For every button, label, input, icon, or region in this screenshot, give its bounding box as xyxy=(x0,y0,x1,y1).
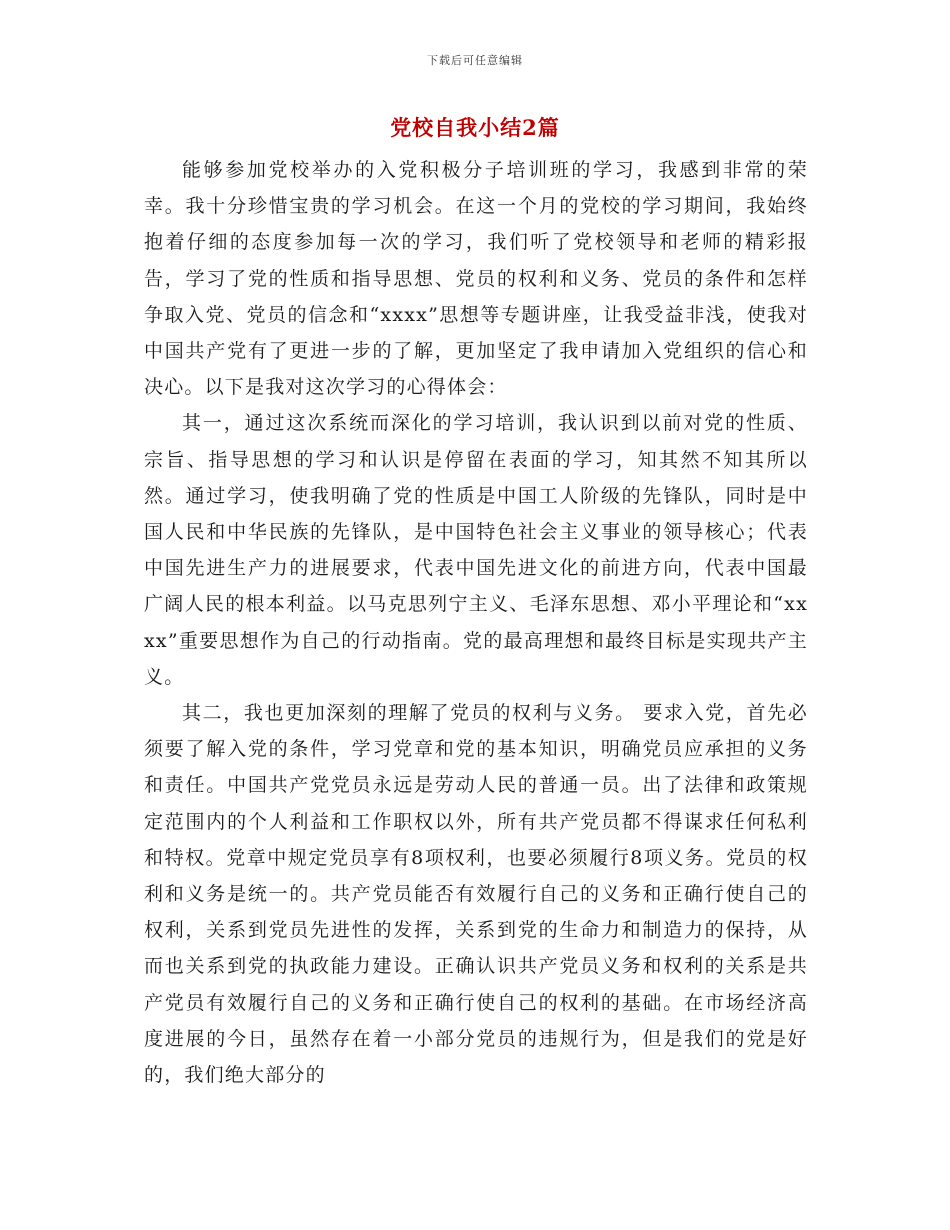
document-body xyxy=(144,152,808,1093)
paragraph-intro: 能够参加党校举办的入党积极分子培训班的学习，我感到非常的荣幸。我十分珍惜宝贵的学习机会。在这一个月的党校的学习期间，我始终抱着仔细的态度参加每一次的学习，我们听了党校领导和老师的精彩报告，学习了党的性质和指导思想、党员的权利和义务、党员的条件和怎样争取入党、党员的信念和“xxxx”思想等专题讲座，让我受益非浅，使我对中国共产党有了更进一步的了解，更加坚定了我申请加入党组织的信心和决心。以下是我对这次学习的心得体会： xyxy=(144,159,808,399)
paragraph-first-point: 其一，通过这次系统而深化的学习培训，我认识到以前对党的性质、宗旨、指导思想的学习和认识是停留在表面的学习，知其然不知其所以然。通过学习，使我明确了党的性质是中国工人阶级的先锋队，同时是中国人民和中华民族的先锋队，是中国特色社会主义事业的领导核心；代表中国先进生产力的进展要求，代表中国先进文化的前进方向，代表中国最广阔人民的根本利益。以马克思列宁主义、毛泽东思想、邓小平理论和“xxxx”重要思想作为自己的行动指南。党的最高理想和最终目标是实现共产主义。 xyxy=(144,412,808,688)
paragraph-second-point: 其二，我也更加深刻的理解了党员的权利与义务。 要求入党，首先必须要了解入党的条件，学习党章和党的基本知识，明确党员应承担的义务和责任。中国共产党党员永远是劳动人民的普通一员。出了法律和政策规定范围内的个人利益和工作职权以外，所有共产党员都不得谋求任何私利和特权。党章中规定党员享有8项权利，也要必须履行8项义务。党员的权利和义务是统一的。共产党员能否有效履行自己的义务和正确行使自己的权利，关系到党员先进性的发挥，关系到党的生命力和制造力的保持，从而也关系到党的执政能力建设。正确认识共产党员义务和权利的关系是共产党员有效履行自己的义务和正确行使自己的权利的基础。在市场经济高度进展的今日，虽然存在着一小部分党员的违规行为，但是我们的党是好的，我们绝大部分的 xyxy=(144,702,808,1087)
document-title: 党校自我小结2篇 xyxy=(390,115,560,140)
download-note: 下载后可任意编辑 xyxy=(427,54,523,67)
